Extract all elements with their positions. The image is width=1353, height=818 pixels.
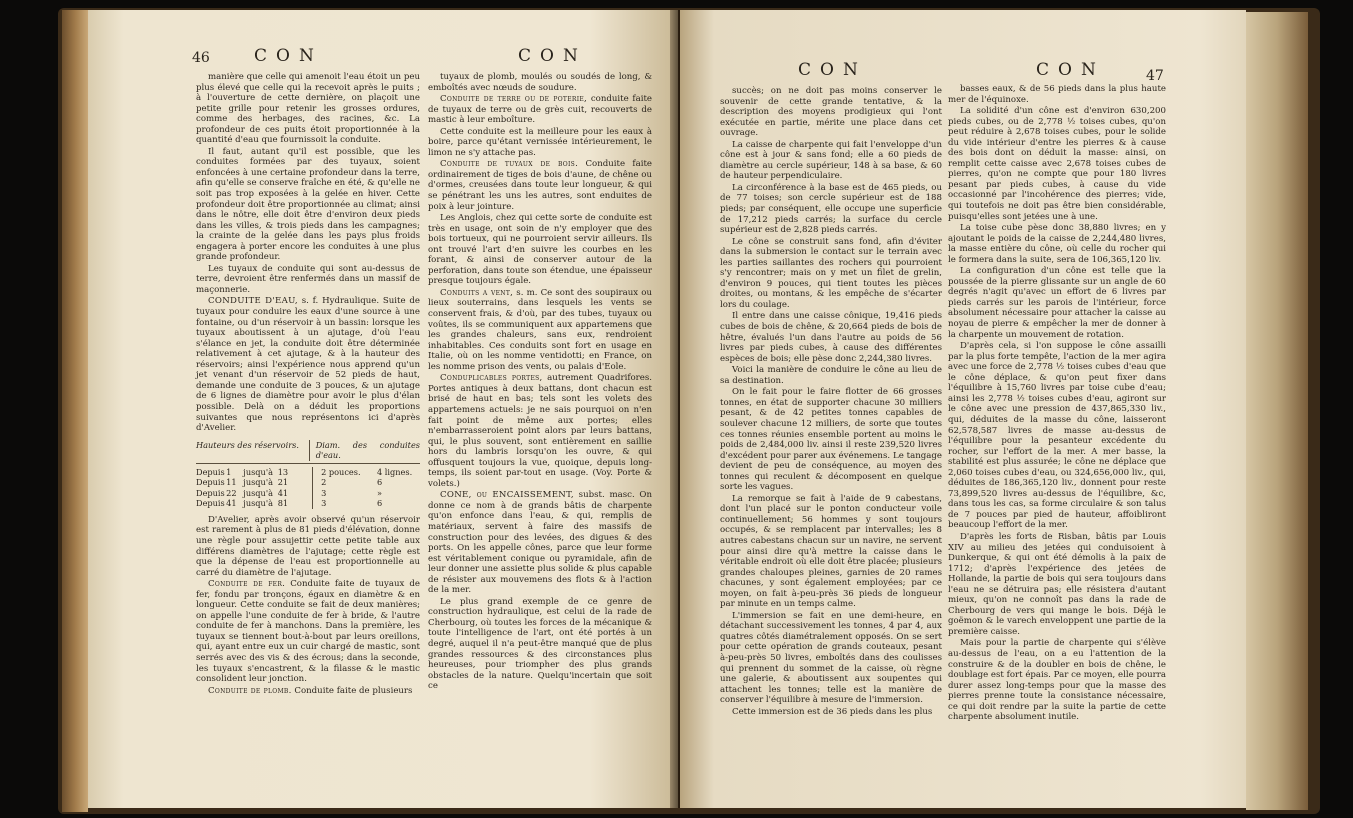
entry-heading: Conduite de plomb. <box>208 685 292 696</box>
paragraph-text: Cette immersion est de 36 pieds dans les plus <box>732 706 933 717</box>
entry-heading: Conduite de tuyaux de bois. <box>440 159 579 170</box>
table-cell: 41 <box>278 488 313 499</box>
entry-heading: CONE, ou ENCAISSEMENT, <box>440 490 574 501</box>
paragraph-text: D'Avelier, après avoir observé qu'un réservoir est rarement à plus de 81 pieds d'élévation, donne une règle pour assujettir cette petite table aux différens diamètres de l'ajutage; cette règle est que la dépense de l'eau est proportionnelle au carré du diamètre de l'ajutage. <box>196 514 420 578</box>
paragraph-text: Conduite faite ordinairement de tiges de bois d'aune, de chêne ou d'ormes, creusées dans toute leur longueur, & qui se pénétrant les uns les autres, sont enduites de poix à leur jointure. <box>428 159 653 212</box>
table-cell: Depuis <box>196 466 225 477</box>
paragraph-text: Mais pour la partie de charpente qui s'élève au-dessus de l'eau, on a eu l'attention de la construire & de la doubler en bois de chêne, le doublage est fort épais. Par ce moyen, elle pourra durer assez long-temps pour que la masse des pierres prenne toute la consistance nécessaire, ce qui doit rendre par la suite la partie de cette charpente absolument inutile. <box>948 638 1166 723</box>
paragraph-text: Il faut, autant qu'il est possible, que les conduites formées par des tuyaux, soient enfoncées à une certaine profondeur dans la terre, afin qu'elle se conserve fraîche en été, & qu'elle ne soit pas trop exposées à la gelée en hiver. Cette profondeur doit être proportionnée au climat; ainsi dans le nôtre, elle doit être d'environ deux pieds dans les villes, & trois pieds dans les campagnes; la crainte de la gelée dans les pays plus froids engagera à porter encore les conduites à une plus grande profondeur. <box>196 146 420 263</box>
entry-heading: Conduits a vent, <box>440 287 514 298</box>
table-cell: 41 <box>226 498 237 509</box>
paragraph <box>428 213 652 287</box>
paragraph <box>196 579 420 684</box>
paragraph <box>948 341 1166 531</box>
table-row <box>196 477 420 488</box>
paragraph <box>196 296 420 433</box>
paragraph <box>428 94 652 126</box>
paragraph <box>720 140 942 182</box>
table-cell: 21 <box>278 477 313 488</box>
table-cell: jusqu'à <box>243 498 273 509</box>
right-running-head-1: CON <box>798 60 867 80</box>
right-page <box>680 10 1246 808</box>
table-row <box>196 498 420 509</box>
paragraph-text: La remorque se fait à l'aide de 9 cabestans, dont l'un placé sur le ponton conducteur voile continuellement; 56 hommes y sont toujours occupés, & se remplacent par intervalles; les 8 autres cabestans chacun sur un navire, ne servent pour ainsi dire qu'à mettre la caisse dans le véritable endroit où elle doit être placée; plusieurs grandes chaloupes pleines, garnies de 20 rames chacunes, y sont également employées; par ce moyen, on fait à-peu-près 36 pieds de longueur par minute en un temps calme. <box>720 493 942 610</box>
paragraph <box>428 373 652 489</box>
entry-heading: CONDUITE D'EAU, <box>208 296 298 307</box>
paragraph-text: manière que celle qui amenoit l'eau étoit un peu plus élevé que celle qui la recevoit après le puits ; à l'ouverture de cette dernière, on plaçoit une petite grille pour retenir les grosses ordures, comme des herbages, des racines, &c. La profondeur de ces puits étoit proportionnée à la quantité d'eau que fournissoit la conduite. <box>196 72 420 146</box>
table-cell: 4 lignes. <box>376 466 413 477</box>
paragraph-text: L'immersion se fait en une demi-heure, en détachant successivement les tonnes, 4 par 4, aux quatres côtés diamétralement opposés. On se sert pour cette opération de grands couteaux, pesant à-peu-près 50 livres, emboîtés dans des coulisses qui prennent du sommet de la caisse, où règne une galerie, & aboutissent aux soupentes qui attachent les tonnes; telle est la manière de conserver l'équilibre à mesure de l'immersion. <box>720 610 942 706</box>
paragraph-text: tuyaux de plomb, moulés ou soudés de long, & emboîtés avec nœuds de soudure. <box>428 72 652 93</box>
table-cell: 22 <box>226 487 237 498</box>
paragraph <box>196 147 420 263</box>
paragraph-text: Voici la manière de conduire le cône au lieu de sa destination. <box>720 365 942 386</box>
paragraph <box>720 611 942 706</box>
entry-heading: Conduite de terre ou de poterie, <box>440 94 588 105</box>
left-page-edges <box>62 10 88 812</box>
paragraph-text: succès; on ne doit pas moins conserver le souvenir de cette grande tentative, & la description des moyens prodigieux qui l'ont exécutée en partie, mérite une place dans cet ouvrage. <box>720 86 942 139</box>
table-cell: Depuis <box>196 477 225 488</box>
paragraph <box>948 266 1166 340</box>
paragraph <box>948 223 1166 265</box>
paragraph <box>720 707 942 718</box>
table-cell: jusqu'à <box>243 477 273 488</box>
table-cell: 6 <box>376 477 383 488</box>
table-cell: 3 <box>321 498 327 509</box>
paragraph <box>720 494 942 610</box>
paragraph <box>196 686 420 697</box>
right-column-2 <box>948 84 1166 724</box>
paragraph <box>428 159 652 212</box>
table-cell: jusqu'à <box>243 487 273 498</box>
table-cell: Depuis <box>196 498 225 509</box>
paragraph-text: Conduite faite de tuyaux de fer, fondu par tronçons, égaux en diamètre & en longueur. Cette conduite se fait de deux manières; on appelle l'une conduite de fer à bride, & l'autre conduite de fer à manchons. Dans la première, les tuyaux se tiennent bout-à-bout par leurs oreillons, qui, ayant entre eux un cuir chargé de mastic, sont serrés avec des vis & des écrous; dans la seconde, les tuyaux s'encastrent, & la filasse & le mastic consolident leur jonction. <box>196 579 421 685</box>
paragraph-text: subst. masc. On donne ce nom à de grands bâtis de charpente qu'on enfonce dans l'eau, & qui, remplis de matériaux, servent à faire des massifs de construction pour des levées, des digues & des ports. On les appelle cônes, parce que leur forme est véritablement conique ou pyramidale, afin de leur donner une assiette plus solide & plus capable de résister aux mouvemens des flots & à l'action de la mer. <box>428 490 653 596</box>
paragraph <box>720 86 942 139</box>
table-row <box>196 467 420 478</box>
table-cell: 2 pouces. <box>321 466 361 477</box>
left-page <box>88 10 678 808</box>
paragraph <box>948 638 1166 722</box>
paragraph-text: La toise cube pèse donc 38,880 livres; en y ajoutant le poids de la caisse de 2,244,480 livres, la masse entière du cône, où celle du rocher qui le formera dans la suite, sera de 106,365,120 liv. <box>948 223 1166 265</box>
reservoir-table <box>196 440 420 509</box>
paragraph <box>948 532 1166 637</box>
paragraph-text: s. f. Hydraulique. Suite de tuyaux pour conduire les eaux d'une source à une fontaine, ou d'un réservoir à un bassin: lorsque les tuyaux aboutissent à un ajutage, d'où l'eau s'élance en jet, la conduite doit être déterminée relativement à cet ajutage, & à la hauteur des réservoirs; ainsi l'expérience nous apprend qu'un jet venant d'un réservoir de 52 pieds de haut, demande une conduite de 3 pouces, & un ajutage de 6 lignes de diamètre pour avoir le plus d'élan possible. Delà on a déduit les proportions suivantes que nous représentons ici d'après d'Avelier. <box>196 296 420 434</box>
paragraph <box>196 264 420 296</box>
paragraph <box>428 288 652 372</box>
right-page-edges <box>1246 12 1308 810</box>
paragraph-text: Les Anglois, chez qui cette sorte de conduite est très en usage, ont soin de n'y employer que des bois tortueux, qui ne pourroient servir ailleurs. Ils ont trouvé l'art d'en suivre les courbes en les forant, & ainsi de conserver autour de la perforation, dans toute son étendue, une épaisseur presque toujours égale. <box>428 213 652 287</box>
table-cell: 11 <box>226 477 237 488</box>
table-cell: Depuis <box>196 487 225 498</box>
left-page-number: 46 <box>192 50 210 66</box>
right-running-head-2: CON <box>1036 60 1105 80</box>
paragraph <box>196 515 420 578</box>
table-cell: 81 <box>278 498 313 509</box>
paragraph-text: D'après les forts de Risban, bâtis par Louis XIV au milieu des jetées qui conduisoient à Dunkerque, & qui ont été démolis à la paix de 1712; d'après l'expérience des jetées de Hollande, la partie de bois qui sera toujours dans l'eau ne se détruira pas; elle résistera d'autant mieux, qu'on ne connoît pas dans la rade de Cherbourg de vers qui mange le bois. Déjà le goëmon & le varech enveloppent une partie de la première caisse. <box>948 531 1166 637</box>
paragraph-text: La solidité d'un cône est d'environ 630,200 pieds cubes, ou de 2,778 ½ toises cubes, qu'on peut réduire à 2,678 toises cubes, pour le solide du vide intérieur d'entre les pierres & à cause des bois dont on déduit la masse: ainsi, on remplit cette caisse avec 2,678 toises cubes de pierres, qu'on ne compte que pour 180 livres pesant par pieds cubes, à cause du vide occasionné par l'incohérence des pierres; vide, qui toutefois ne doit pas être bien considérable, puisqu'elles sont jetées une à une. <box>948 106 1166 222</box>
paragraph <box>720 311 942 364</box>
paragraph-text: Il entre dans une caisse cônique, 19,416 pieds cubes de bois de chêne, & 20,664 pieds de bois de hêtre, évalués l'un dans l'autre au poids de 56 livres par pieds cubes, à cause des différentes espèces de bois; elle pèse donc 2,244,380 livres. <box>720 311 942 364</box>
paragraph <box>720 365 942 386</box>
right-column-1 <box>720 86 942 718</box>
left-column-2 <box>428 72 652 693</box>
paragraph-text: La configuration d'un cône est telle que la poussée de la pierre glissante sur un angle de 60 degrés n'agit qu'avec un effort de 6 livres par pieds carrés sur les parois de l'intérieur, force absolument nécessaire pour attacher la caisse au noyau de pierre & empêcher la mer de donner à la charpente un mouvement de rotation. <box>948 266 1166 340</box>
table-header-heights: Hauteurs des réservoirs. <box>196 440 310 461</box>
table-cell: 3 <box>321 487 327 498</box>
left-running-head-1: CON <box>254 46 323 66</box>
paragraph <box>428 490 652 595</box>
paragraph-text: Cette conduite est la meilleure pour les eaux à boire, parce qu'étant vernissée intérieurement, le limon ne s'y attache pas. <box>428 126 652 158</box>
table-cell: 2 <box>321 477 327 488</box>
paragraph-text: D'après cela, si l'on suppose le cône assailli par la plus forte tempête, l'action de la mer agira avec une force de 2,778 ½ toises cubes d'eau que le cône déplace, & qu'on peut fixer dans l'équilibre à 15,760 livres par toise cube d'eau; ainsi les 2,778 ½ toises cubes d'eau, agiront sur le cône avec une pression de 437,865,330 liv., qui, déduites de la masse du cône, laisseront 62,578,587 livres de masse au-dessus de l'équilibre pour la pesanteur excédente du rocher, sur l'effort de la mer. A mer basse, la stabilité est plus assurée; le cône ne déplace que 2,060 toises cubes d'eau, ou 324,656,000 liv., qui, déduites de 186,365,120 liv., donnent pour reste 73,899,520 livres au-dessus de l'équilibre, &c, dans tous les cas, sa forme circulaire & son talus de 7 pouces par pied de hauteur, affoibliront beaucoup l'effort de la mer. <box>948 341 1166 531</box>
paragraph <box>948 106 1166 222</box>
entry-heading: Conduite de fer. <box>208 579 286 590</box>
paragraph <box>720 237 942 311</box>
paragraph <box>720 387 942 492</box>
paragraph <box>948 84 1166 105</box>
paragraph-text: On le fait pour le faire flotter de 66 grosses tonnes, en état de supporter chacune 30 milliers pesant, & de 42 petites tonnes capables de soulever chacune 12 milliers, de sorte que toutes ces tonnes réunies ensemble portent au moins le poids de 2,484,000 liv. ainsi il reste 239,520 livres d'excédent pour parer aux événemens. Le tangage devient de peu de conséquence, au moyen des tonnes qui reculent & décomposent en quelque sorte les vagues. <box>720 387 942 493</box>
table-cell: 1 <box>226 466 232 477</box>
paragraph-text: Le plus grand exemple de ce genre de construction hydraulique, est celui de la rade de Cherbourg, où toutes les forces de la mécanique & toute l'intelligence de l'art, ont été portés à un degré, auquel il n'a peut-être manqué que de plus grandes ressources & des circonstances plus heureuses, pour triompher des plus grands obstacles de la nature. Quelqu'incertain que soit ce <box>428 596 652 692</box>
table-cell: jusqu'à <box>243 466 273 477</box>
table-cell: » <box>376 487 382 498</box>
table-cell: 13 <box>278 467 313 478</box>
table-header-diameters: Diam. des conduites d'eau. <box>315 439 420 461</box>
paragraph-text: Les tuyaux de conduite qui sont au-dessus de terre, devroient être renfermés dans un massif de maçonnerie. <box>196 263 420 295</box>
paragraph <box>428 127 652 159</box>
left-column-1 <box>196 72 420 697</box>
paragraph-text: La caisse de charpente qui fait l'enveloppe d'un cône est à jour & sans fond; elle a 60 pieds de diamètre au cercle supérieur, 148 à sa base, & 60 de hauteur perpendiculaire. <box>720 139 942 182</box>
paragraph <box>720 183 942 236</box>
paragraph-text: Le cône se construit sans fond, afin d'éviter dans la submersion le contact sur le terrain avec les parties saillantes des rochers qui pourroient s'y rencontrer; mais on y met un filet de grelin, d'environ 9 pouces, qui tient toutes les pièces droites, ou montans, & les empêche de s'écarter lors du coulage. <box>720 236 942 310</box>
paragraph-text: autrement Quadrifores. Portes antiques à deux battans, dont chacun est brisé de haut en bas; tels sont les volets des appartemens actuels: je ne sais pourquoi on n'en fait point de même aux portes; elles n'embarrasseroient point alors par leurs battans, qui, le plus souvent, sont entièrement en saillie hors du lambris lorsqu'on les ouvre, & qui offusquent toujours la vue, quoique, depuis long-temps, ils soient par-tout en usage. (Voy. Porte & volets.) <box>428 373 653 489</box>
paragraph-text: Conduite faite de plusieurs <box>294 685 413 696</box>
paragraph <box>428 597 652 692</box>
left-running-head-2: CON <box>518 46 587 66</box>
paragraph <box>196 72 420 146</box>
table-row <box>196 488 420 499</box>
paragraph <box>428 72 652 93</box>
paragraph-text: basses eaux, & de 56 pieds dans la plus haute mer de l'équinoxe. <box>948 84 1166 105</box>
paragraph-text: conduite faite de tuyaux de terre ou de grès cuit, recouverts de mastic à leur emboîture. <box>428 94 652 126</box>
table-cell: 6 <box>376 498 383 509</box>
paragraph-text: s. m. Ce sont des soupiraux ou lieux souterrains, dans lesquels les vents se conservent frais, & d'où, par des tubes, tuyaux ou voûtes, ils se communiquent aux appartemens que les grandes chaleurs, sans eux, rendroient inhabitables. Ces conduits sont fort en usage en Italie, où on les nomme ventidotti; en France, on les nomme prison des vents, ou palais d'Eole. <box>428 287 652 372</box>
entry-heading: Conduplicables portes, <box>440 373 543 384</box>
paragraph-text: La circonférence à la base est de 465 pieds, ou de 77 toises; son cercle supérieur est de 188 pieds; par conséquent, elle occupe une superficie de 17,212 pieds carrés; la surface du cercle supérieur est de 2,828 pieds carrés. <box>720 182 942 236</box>
right-page-number: 47 <box>1146 68 1164 84</box>
